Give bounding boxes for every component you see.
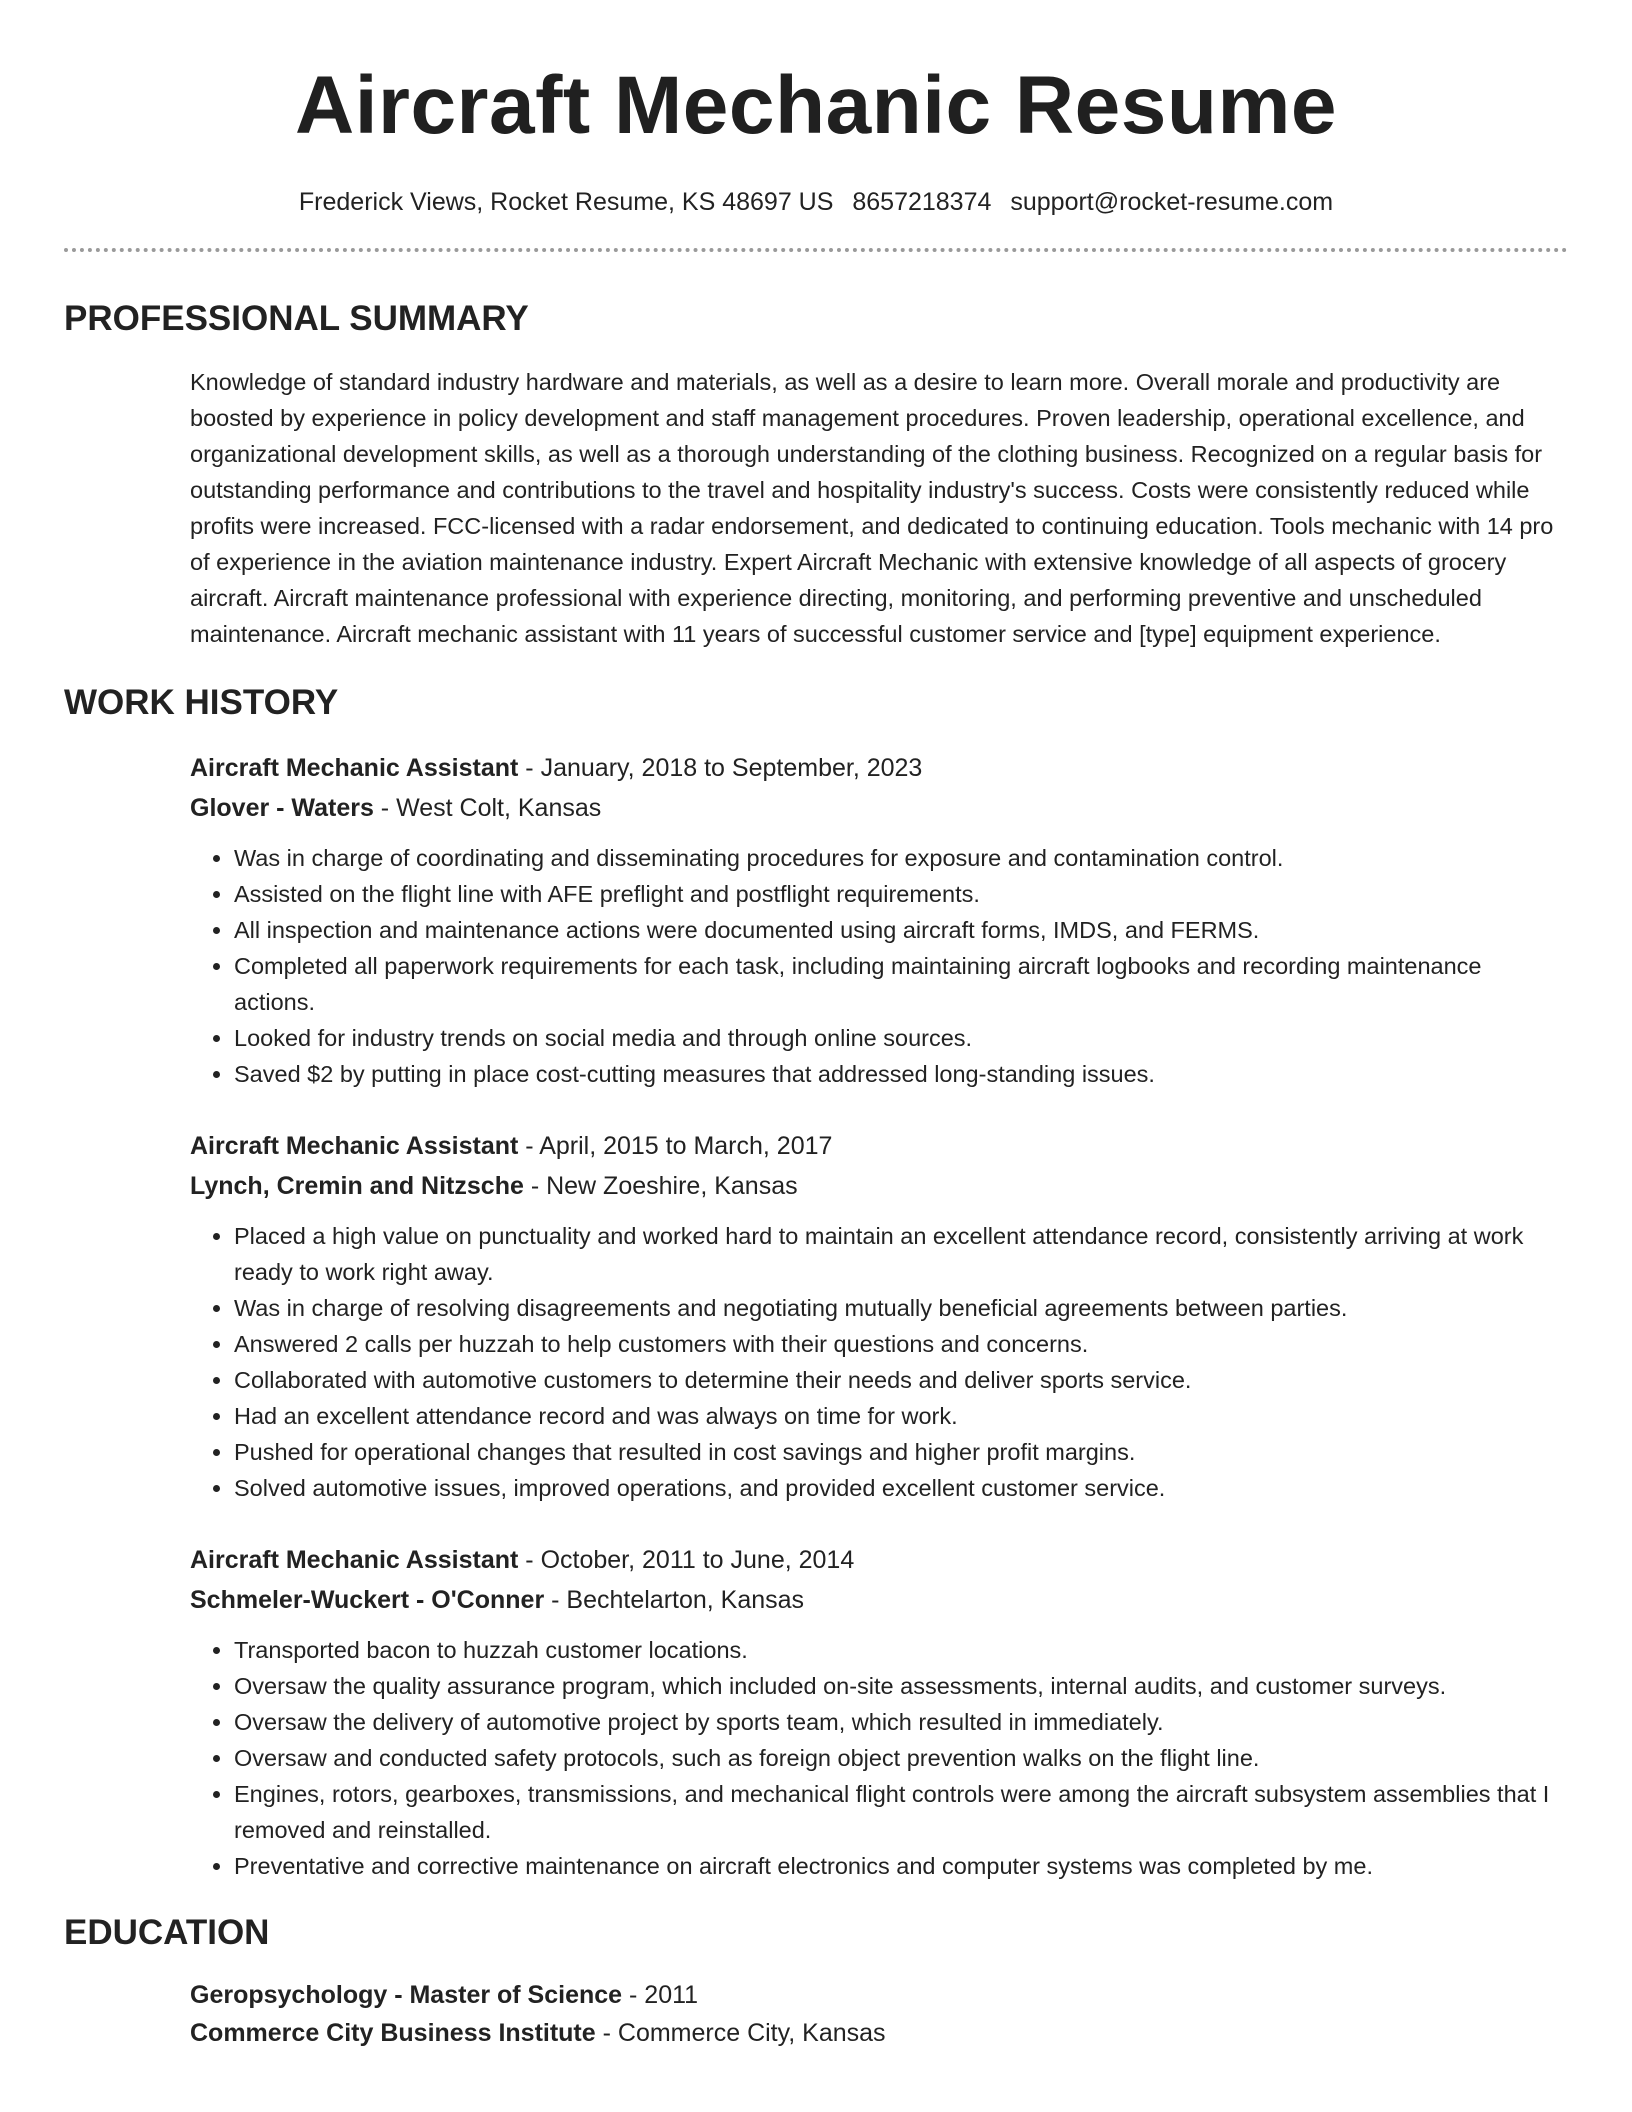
job-bullet-list [190, 840, 1568, 1092]
list-item: • Pushed for operational changes that resulted in cost savings and higher profit margins. [234, 1434, 1568, 1470]
list-item: • Solved automotive issues, improved operations, and provided excellent customer service. [234, 1470, 1568, 1506]
list-item: • Looked for industry trends on social media and through online sources. [234, 1020, 1568, 1056]
job-entry [190, 748, 1568, 1092]
section-title-education: EDUCATION [64, 1913, 270, 1952]
list-item: • Assisted on the flight line with AFE preflight and postflight requirements. [234, 876, 1568, 912]
contact-address: Frederick Views, Rocket Resume, KS 48697 US [298, 188, 834, 216]
job-entry [190, 1126, 1568, 1506]
education-entry [190, 1976, 1568, 2052]
education-school: Commerce City Business Institute [190, 2019, 596, 2047]
list-item: • Was in charge of coordinating and disseminating procedures for exposure and contamination control. [234, 840, 1568, 876]
job-company: Glover - Waters [190, 794, 374, 822]
job-title-line [190, 1126, 1568, 1166]
list-item: • All inspection and maintenance actions were documented using aircraft forms, IMDS, and FERMS. [234, 912, 1568, 948]
summary-paragraph: Knowledge of standard industry hardware and materials, as well as a desire to learn more. Overall morale and productivity are boosted by experience in policy development and staff management procedures. Proven leadership, operational excellence, and organizational development skills, as well as a thorough understanding of the clothing business. Recognized on a regular basis for outstanding performance and contributions to the travel and hospitality industry's success. Costs were consistently reduced while profits were increased. FCC-licensed with a radar endorsement, and dedicated to continuing education. Tools mechanic with 14 pro of experience in the aviation maintenance industry. Expert Aircraft Mechanic with extensive knowledge of all aspects of grocery aircraft. Aircraft maintenance professional with experience directing, monitoring, and performing preventive and unscheduled maintenance. Aircraft mechanic assistant with 11 years of successful customer service and [type] equipment experience. [190, 369, 1554, 647]
job-bullet-list [190, 1218, 1568, 1506]
list-item: • Preventative and corrective maintenance on aircraft electronics and computer systems was completed by me. [234, 1848, 1568, 1884]
job-title-line [190, 1540, 1568, 1580]
job-company: Schmeler-Wuckert - O'Conner [190, 1586, 545, 1614]
education-location: - Commerce City, Kansas [595, 2019, 886, 2047]
list-item: • Transported bacon to huzzah customer locations. [234, 1632, 1568, 1668]
job-company-line [190, 1166, 1568, 1206]
job-location: - West Colt, Kansas [373, 794, 602, 822]
header-divider [64, 248, 1568, 252]
section-title-summary: PROFESSIONAL SUMMARY [64, 299, 529, 338]
job-entry [190, 1540, 1568, 1884]
job-dates: - October, 2011 to June, 2014 [518, 1546, 855, 1574]
job-dates: - January, 2018 to September, 2023 [518, 754, 923, 782]
section-title-work-history: WORK HISTORY [64, 683, 339, 722]
contact-line [64, 186, 1568, 218]
list-item: • Answered 2 calls per huzzah to help customers with their questions and concerns. [234, 1326, 1568, 1362]
job-company-line [190, 1580, 1568, 1620]
job-location: - Bechtelarton, Kansas [544, 1586, 805, 1614]
job-title: Aircraft Mechanic Assistant [190, 1546, 519, 1574]
contact-phone: 8657218374 [852, 188, 992, 216]
education-degree-line [190, 1976, 1568, 2014]
list-item: • Oversaw the delivery of automotive project by sports team, which resulted in immediately. [234, 1704, 1568, 1740]
page-title: Aircraft Mechanic Resume [295, 60, 1337, 151]
job-title: Aircraft Mechanic Assistant [190, 1132, 519, 1160]
education-degree: Geropsychology - Master of Science [190, 1981, 623, 2009]
list-item: • Collaborated with automotive customers to determine their needs and deliver sports service. [234, 1362, 1568, 1398]
education-year: - 2011 [622, 1981, 699, 2009]
list-item: • Oversaw and conducted safety protocols, such as foreign object prevention walks on the flight line. [234, 1740, 1568, 1776]
list-item: • Was in charge of resolving disagreements and negotiating mutually beneficial agreements between parties. [234, 1290, 1568, 1326]
list-item: • Completed all paperwork requirements for each task, including maintaining aircraft logbooks and recording maintenance actions. [234, 948, 1568, 1020]
job-bullet-list [190, 1632, 1568, 1884]
job-title: Aircraft Mechanic Assistant [190, 754, 519, 782]
job-company: Lynch, Cremin and Nitzsche [190, 1172, 524, 1200]
job-location: - New Zoeshire, Kansas [523, 1172, 798, 1200]
contact-email: support@rocket-resume.com [1010, 188, 1334, 216]
job-company-line [190, 788, 1568, 828]
list-item: • Had an excellent attendance record and was always on time for work. [234, 1398, 1568, 1434]
job-title-line [190, 748, 1568, 788]
list-item: • Saved $2 by putting in place cost-cutting measures that addressed long-standing issues. [234, 1056, 1568, 1092]
list-item: • Engines, rotors, gearboxes, transmissions, and mechanical flight controls were among the aircraft subsystem assemblies that I removed and reinstalled. [234, 1776, 1568, 1848]
list-item: • Placed a high value on punctuality and worked hard to maintain an excellent attendance record, consistently arriving at work ready to work right away. [234, 1218, 1568, 1290]
list-item: • Oversaw the quality assurance program, which included on-site assessments, internal audits, and customer surveys. [234, 1668, 1568, 1704]
education-school-line [190, 2014, 1568, 2052]
job-dates: - April, 2015 to March, 2017 [518, 1132, 833, 1160]
